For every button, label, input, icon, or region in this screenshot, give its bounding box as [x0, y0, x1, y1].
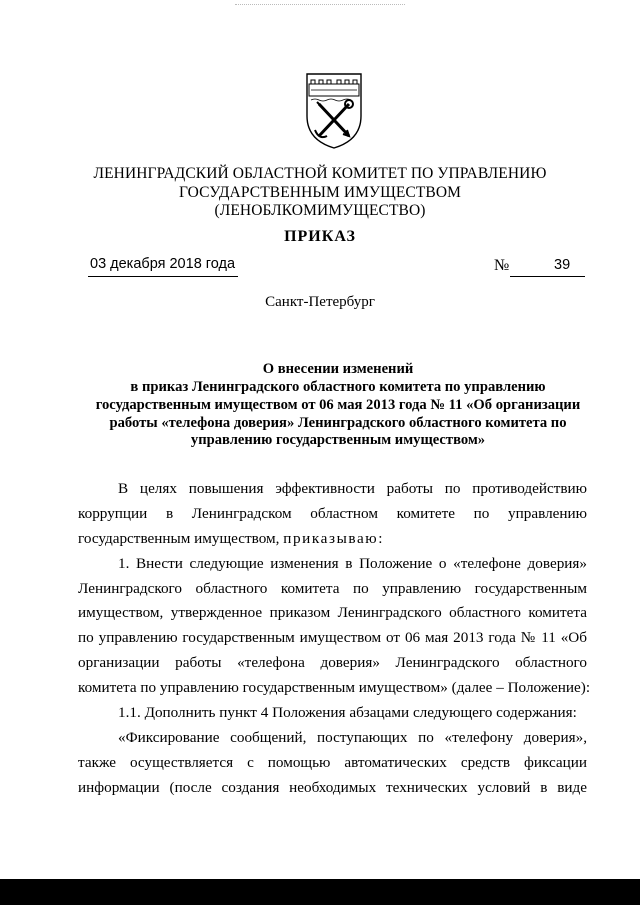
scan-bottom-edge	[0, 879, 640, 905]
body-line: В целях повышения эффективности работы по противодействию	[118, 480, 587, 497]
document-date: 03 декабря 2018 года	[90, 256, 236, 272]
date-underline	[88, 276, 238, 277]
body-text: государственным имуществом,	[78, 530, 284, 547]
org-name-line-2: ГОСУДАРСТВЕННЫМ ИМУЩЕСТВОМ	[178, 184, 462, 201]
title-line-4: работы «телефона доверия» Ленинградского областного комитета по	[109, 415, 567, 431]
title-line-3: государственным имуществом от 06 мая 2013 года № 11 «Об организации	[95, 397, 581, 413]
title-line-1: О внесении изменений	[262, 361, 414, 377]
scan-marks	[235, 4, 405, 7]
body-line: 1.1. Дополнить пункт 4 Положения абзацами следующего содержания:	[118, 704, 577, 721]
body-line: информации (после создания необходимых технических условий в виде	[78, 779, 587, 796]
body-line: «Фиксирование сообщений, поступающих по «телефону доверия»,	[118, 729, 587, 746]
body-line: 1. Внести следующие изменения в Положение о «телефоне доверия»	[118, 555, 587, 572]
body-line: по управлению государственным имуществом от 06 мая 2013 года № 11 «Об	[78, 629, 587, 646]
title-line-2: в приказ Ленинградского областного комитета по управлению	[130, 379, 546, 395]
body-line: имуществом, утвержденное приказом Ленинградского областного комитета	[78, 604, 587, 621]
org-abbreviation: (ЛЕНОБЛКОМИМУЩЕСТВО)	[214, 202, 426, 219]
body-line	[78, 530, 587, 548]
document-number: 39	[554, 257, 571, 273]
document-type: ПРИКАЗ	[284, 228, 356, 245]
org-name-line-1: ЛЕНИНГРАДСКИЙ ОБЛАСТНОЙ КОМИТЕТ ПО УПРАВЛЕНИЮ	[93, 165, 547, 182]
body-line: организации работы «телефона доверия» Ленинградского областного	[78, 654, 587, 671]
body-line: коррупции в Ленинградском областном комитете по управлению	[78, 505, 587, 522]
number-underline	[510, 276, 585, 277]
number-label: №	[494, 257, 510, 274]
body-line: Ленинградского областного комитета по управлению государственным	[78, 580, 587, 597]
city: Санкт-Петербург	[265, 294, 375, 310]
body-line: также осуществляется с помощью автоматических средств фиксации	[78, 754, 587, 771]
coat-of-arms-icon	[303, 70, 365, 150]
title-line-5: управлению государственным имуществом»	[190, 432, 486, 448]
order-word: приказываю:	[283, 530, 385, 547]
body-line: комитета по управлению государственным имуществом» (далее – Положение):	[78, 679, 591, 696]
